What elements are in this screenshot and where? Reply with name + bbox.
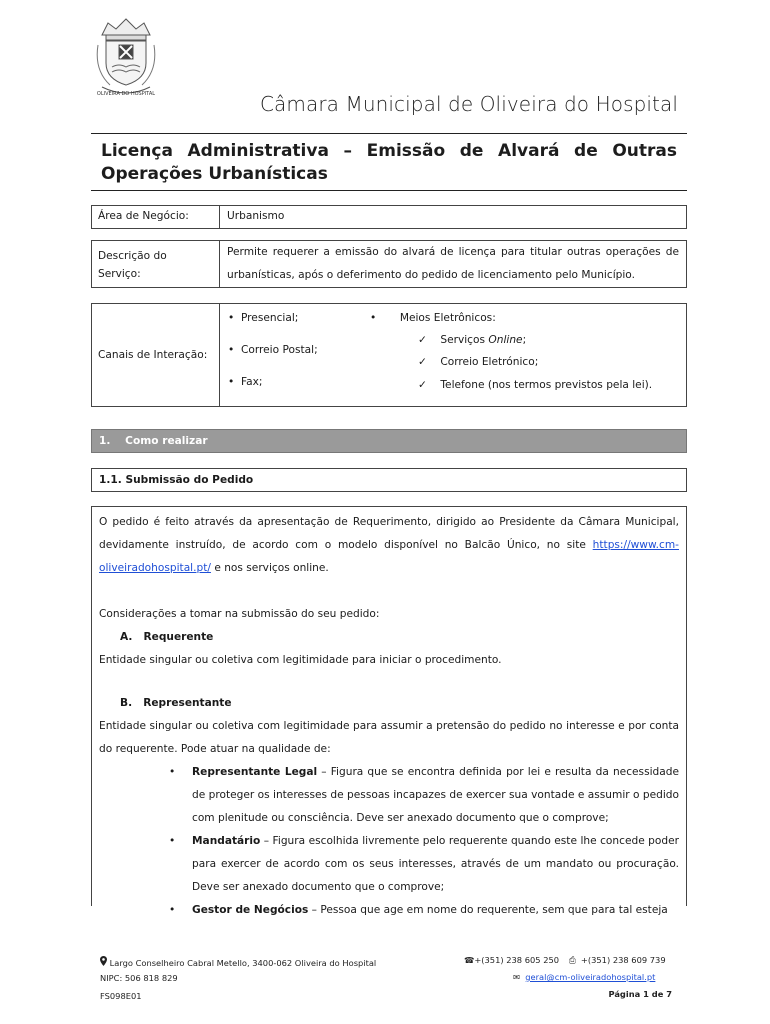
footer-nipc: NIPC: 506 818 829	[100, 973, 178, 983]
business-area-label: Área de Negócio:	[92, 206, 220, 228]
address-text: Largo Conselheiro Cabral Metello, 3400-062 Oliveira do Hospital	[109, 958, 377, 968]
website-link[interactable]: https://www.cm-oliveiradohospital.pt/	[99, 539, 679, 574]
channel-meios-eletronicos: • Meios Eletrônicos:	[370, 312, 496, 324]
channel-label: Fax;	[240, 376, 263, 388]
channel-fax: • Fax;	[228, 376, 263, 388]
footer-address	[100, 956, 376, 968]
footer-phone	[464, 955, 559, 965]
fax-icon: ⎙	[569, 955, 576, 965]
service-description-label	[92, 241, 220, 287]
label-line: Serviço:	[98, 268, 141, 280]
phone-text: +(351) 238 605 250	[474, 955, 560, 965]
channel-label: Correio Eletrónico;	[440, 356, 539, 368]
channel-label: Presencial;	[240, 312, 299, 324]
business-area-value: Urbanismo	[227, 210, 285, 222]
online-emphasis: Online	[488, 334, 523, 346]
heading-text: Representante	[143, 697, 232, 709]
channel-label: Meios Eletrônicos:	[399, 312, 496, 324]
document-title: Licença Administrativa – Emissão de Alvará de Outras Operações Urbanísticas	[101, 141, 677, 184]
email-icon: ✉	[513, 972, 520, 982]
list-item	[99, 899, 679, 922]
interaction-channels-value	[220, 304, 686, 406]
heading-text: Requerente	[143, 631, 214, 643]
item-text: – Pessoa que age em nome do requerente, sem que para tal esteja	[308, 904, 668, 916]
interaction-channels-label: Canais de Interação:	[92, 304, 220, 406]
intro-text: O pedido é feito através da apresentação de Requerimento, dirigido ao Presidente da Câmara Municipal, devidamente instruído, de acordo com o modelo disponível no Balcão Único, no site	[99, 516, 679, 551]
channel-presencial: • Presencial;	[228, 312, 299, 324]
considerations-text: Considerações a tomar na submissão do seu pedido:	[99, 608, 380, 620]
item-term: Gestor de Negócios	[192, 904, 309, 916]
location-pin-icon	[100, 958, 107, 968]
subsection-header: 1.1. Submissão do Pedido	[91, 468, 687, 492]
section-number: 1.	[99, 435, 111, 447]
service-description-row	[91, 240, 687, 288]
organization-name: Câmara Municipal de Oliveira do Hospital	[259, 92, 678, 116]
submission-content	[91, 506, 687, 916]
list-item	[99, 830, 679, 899]
item-text: – Figura escolhida livremente pelo requerente quando este lhe concede poder para exercer de acordo com os seus interesses, através de um mandato ou procuração. Deve ser anexado documento que o comprove;	[192, 835, 679, 893]
channel-correio-eletronico	[418, 356, 538, 368]
interaction-channels-row	[91, 303, 687, 407]
svg-text:OLIVEIRA DO HOSPITAL: OLIVEIRA DO HOSPITAL	[96, 91, 156, 97]
heading-requerente	[99, 626, 679, 649]
check-icon	[418, 379, 427, 391]
channel-correio-postal: • Correio Postal;	[228, 344, 318, 356]
item-text: – Figura que se encontra definida por lei e resulta da necessidade de proteger os interesses de pessoas incapazes de exercer sua vontade e assumir o pedido com plenitude ou consciência. Deve ser anexado documento que o comprove;	[192, 766, 679, 824]
check-icon	[418, 334, 427, 346]
channel-punct: ;	[522, 334, 527, 346]
section-title: Como realizar	[125, 435, 208, 447]
service-description-value	[220, 241, 686, 287]
footer-form-code: FS098E01	[100, 991, 142, 1001]
channel-servicos-online	[418, 334, 526, 346]
description-line: Permite requerer a emissão do alvará de licença para titular outras operações de	[227, 246, 679, 258]
channel-label: Correio Postal;	[240, 344, 318, 356]
item-term: Representante Legal	[192, 766, 318, 778]
document-title-block	[91, 133, 687, 191]
channel-label: Serviços	[440, 334, 489, 346]
representante-text: Entidade singular ou coletiva com legitimidade para assumir a pretensão do pedido no interesse e por conta do requerente. Pode atuar na qualidade de:	[99, 720, 679, 755]
footer-fax	[569, 955, 666, 966]
municipal-coat-of-arms-logo	[88, 15, 164, 99]
channel-label: Telefone (nos termos previstos pela lei).	[440, 379, 653, 391]
intro-text-end: e nos serviços online.	[210, 562, 329, 574]
business-area-row	[91, 205, 687, 229]
item-term: Mandatário	[192, 835, 261, 847]
section-header-como-realizar	[91, 429, 687, 453]
footer-email	[513, 972, 655, 982]
label-line: Descrição do	[98, 250, 167, 262]
bullet: •	[169, 904, 176, 916]
list-letter: A.	[120, 631, 133, 643]
phone-icon: ☎	[464, 955, 475, 965]
check-icon	[418, 356, 427, 368]
bullet: •	[169, 835, 176, 847]
description-line: urbanísticas, após o deferimento do pedido de licenciamento pelo Município.	[227, 269, 635, 281]
page-number: Página 1 de 7	[608, 989, 672, 999]
heading-representante	[99, 692, 679, 715]
paragraph-intro	[99, 511, 679, 580]
requerente-text: Entidade singular ou coletiva com legitimidade para iniciar o procedimento.	[99, 654, 502, 666]
bullet: •	[169, 766, 176, 778]
list-letter: B.	[120, 697, 133, 709]
email-link[interactable]: geral@cm-oliveiradohospital.pt	[525, 972, 656, 982]
fax-text: +(351) 238 609 739	[580, 955, 666, 965]
list-item	[99, 761, 679, 830]
channel-telefone	[418, 379, 652, 391]
